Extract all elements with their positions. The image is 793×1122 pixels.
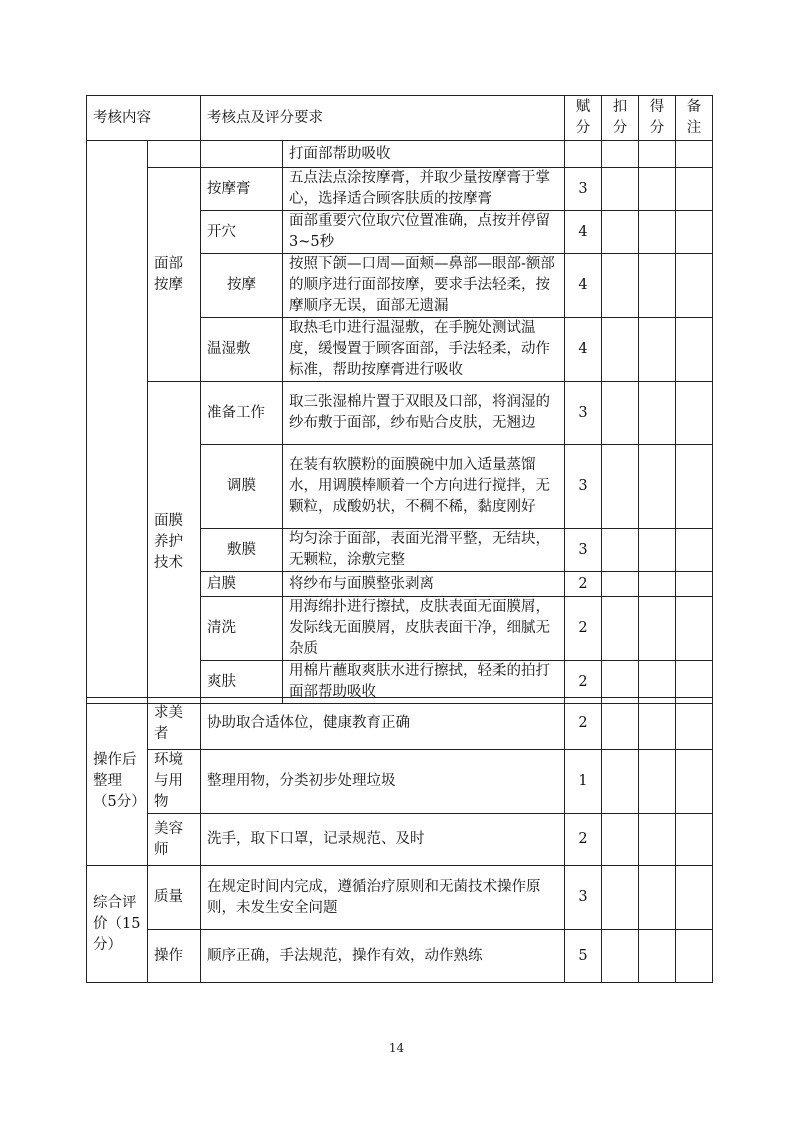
obtained-cell <box>639 814 676 866</box>
table-row <box>87 141 713 168</box>
score-cell: 4 <box>565 318 602 382</box>
score-cell: 3 <box>565 382 602 445</box>
obtained-cell <box>639 930 676 983</box>
item-label: 温湿敷 <box>201 318 283 382</box>
item-label: 调膜 <box>201 445 283 529</box>
score-cell: 5 <box>565 930 602 983</box>
item-label: 准备工作 <box>201 382 283 445</box>
section-label: 综合评价（15分） <box>87 866 148 983</box>
score-cell: 4 <box>565 254 602 318</box>
deduct-cell <box>602 445 639 529</box>
header-score: 赋分 <box>565 96 602 141</box>
header-obtained: 得分 <box>639 96 676 141</box>
item-label: 按摩膏 <box>201 168 283 211</box>
remark-cell <box>676 382 713 445</box>
remark-cell <box>676 445 713 529</box>
group-label: 面膜养护技术 <box>148 382 201 704</box>
remark-cell <box>676 529 713 572</box>
obtained-cell <box>639 168 676 211</box>
item-label: 质量 <box>148 866 201 930</box>
score-cell: 3 <box>565 168 602 211</box>
obtained-cell <box>639 698 676 750</box>
table-row <box>87 750 713 814</box>
item-desc: 将纱布与面膜整张剥离 <box>283 572 565 597</box>
remark-cell <box>676 750 713 814</box>
section-cell-empty <box>87 141 148 704</box>
obtained-cell <box>639 529 676 572</box>
deduct-cell <box>602 698 639 750</box>
obtained-cell <box>639 750 676 814</box>
item-label: 启膜 <box>201 572 283 597</box>
score-cell: 3 <box>565 866 602 930</box>
score-cell <box>565 141 602 168</box>
item-desc: 取热毛巾进行温湿敷，在手腕处测试温度，缓慢置于顾客面部，手法轻柔，动作标准，帮助按摩膏进行吸收 <box>283 318 565 382</box>
table-row <box>87 930 713 983</box>
item-desc: 在装有软膜粉的面膜碗中加入适量蒸馏水，用调膜棒顺着一个方向进行搅拌，无颗粒，成酸奶状，不稠不稀，黏度刚好 <box>283 445 565 529</box>
table-row <box>87 698 713 750</box>
item-desc: 打面部帮助吸收 <box>283 141 565 168</box>
deduct-cell <box>602 866 639 930</box>
deduct-cell <box>602 211 639 254</box>
remark-cell <box>676 168 713 211</box>
item-desc: 五点法点涂按摩膏，并取少量按摩膏于掌心，选择适合顾客肤质的按摩膏 <box>283 168 565 211</box>
obtained-cell <box>639 572 676 597</box>
item-desc: 顺序正确，手法规范，操作有效，动作熟练 <box>201 930 565 983</box>
item-desc: 按照下颌—口周—面颊—鼻部—眼部-额部的顺序进行面部按摩，要求手法轻柔，按摩顺序无误，面部无遗漏 <box>283 254 565 318</box>
item-desc: 面部重要穴位取穴位置准确，点按并停留3~5秒 <box>283 211 565 254</box>
deduct-cell <box>602 750 639 814</box>
deduct-cell <box>602 930 639 983</box>
remark-cell <box>676 597 713 661</box>
item-desc: 取三张湿棉片置于双眼及口部，将润湿的纱布敷于面部，纱布贴合皮肤，无翘边 <box>283 382 565 445</box>
score-cell: 2 <box>565 814 602 866</box>
obtained-cell <box>639 597 676 661</box>
group-cell-empty <box>148 141 201 168</box>
score-cell: 2 <box>565 597 602 661</box>
deduct-cell <box>602 597 639 661</box>
score-cell: 2 <box>565 572 602 597</box>
item-label: 求美者 <box>148 698 201 750</box>
header-deduct: 扣分 <box>602 96 639 141</box>
item-desc: 用海绵扑进行擦拭，皮肤表面无面膜屑，发际线无面膜屑，皮肤表面干净，细腻无杂质 <box>283 597 565 661</box>
table-row <box>87 168 713 211</box>
section-label: 操作后整理（5分） <box>87 698 148 866</box>
table-row <box>87 866 713 930</box>
page-number: 14 <box>388 1041 405 1055</box>
item-desc: 在规定时间内完成，遵循治疗原则和无菌技术操作原则，未发生安全问题 <box>201 866 565 930</box>
item-label: 爽肤 <box>201 661 283 704</box>
deduct-cell <box>602 529 639 572</box>
remark-cell <box>676 318 713 382</box>
item-desc: 洗手，取下口罩，记录规范、及时 <box>201 814 565 866</box>
item-label: 美容师 <box>148 814 201 866</box>
remark-cell <box>676 211 713 254</box>
item-desc: 整理用物，分类初步处理垃圾 <box>201 750 565 814</box>
remark-cell <box>676 866 713 930</box>
header-remark: 备注 <box>676 96 713 141</box>
item-desc: 均匀涂于面部，表面光滑平整，无结块，无颗粒，涂敷完整 <box>283 529 565 572</box>
obtained-cell <box>639 141 676 168</box>
item-desc: 用棉片蘸取爽肤水进行擦拭，轻柔的拍打面部帮助吸收 <box>283 661 565 704</box>
item-label: 敷膜 <box>201 529 283 572</box>
item-label: 环境与用物 <box>148 750 201 814</box>
obtained-cell <box>639 254 676 318</box>
deduct-cell <box>602 814 639 866</box>
header-content: 考核内容 <box>87 96 201 141</box>
item-cell-empty <box>201 141 283 168</box>
obtained-cell <box>639 382 676 445</box>
obtained-cell <box>639 866 676 930</box>
obtained-cell <box>639 445 676 529</box>
scoring-table <box>86 95 713 704</box>
score-cell: 3 <box>565 529 602 572</box>
remark-cell <box>676 698 713 750</box>
score-cell: 2 <box>565 698 602 750</box>
score-cell: 1 <box>565 750 602 814</box>
deduct-cell <box>602 382 639 445</box>
remark-cell <box>676 254 713 318</box>
remark-cell <box>676 572 713 597</box>
table-row <box>87 814 713 866</box>
deduct-cell <box>602 572 639 597</box>
score-cell: 4 <box>565 211 602 254</box>
remark-cell <box>676 814 713 866</box>
item-label: 操作 <box>148 930 201 983</box>
scoring-table-lower <box>86 697 713 983</box>
obtained-cell <box>639 211 676 254</box>
table-row <box>87 382 713 445</box>
item-desc: 协助取合适体位，健康教育正确 <box>201 698 565 750</box>
header-criteria: 考核点及评分要求 <box>201 96 565 141</box>
deduct-cell <box>602 254 639 318</box>
item-label: 清洗 <box>201 597 283 661</box>
group-label: 面部按摩 <box>148 168 201 382</box>
score-cell: 3 <box>565 445 602 529</box>
item-label: 开穴 <box>201 211 283 254</box>
obtained-cell <box>639 318 676 382</box>
item-label: 按摩 <box>201 254 283 318</box>
deduct-cell <box>602 318 639 382</box>
remark-cell <box>676 141 713 168</box>
deduct-cell <box>602 168 639 211</box>
deduct-cell <box>602 141 639 168</box>
score-cell: 2 <box>565 661 602 704</box>
remark-cell <box>676 930 713 983</box>
header-row <box>87 96 713 141</box>
